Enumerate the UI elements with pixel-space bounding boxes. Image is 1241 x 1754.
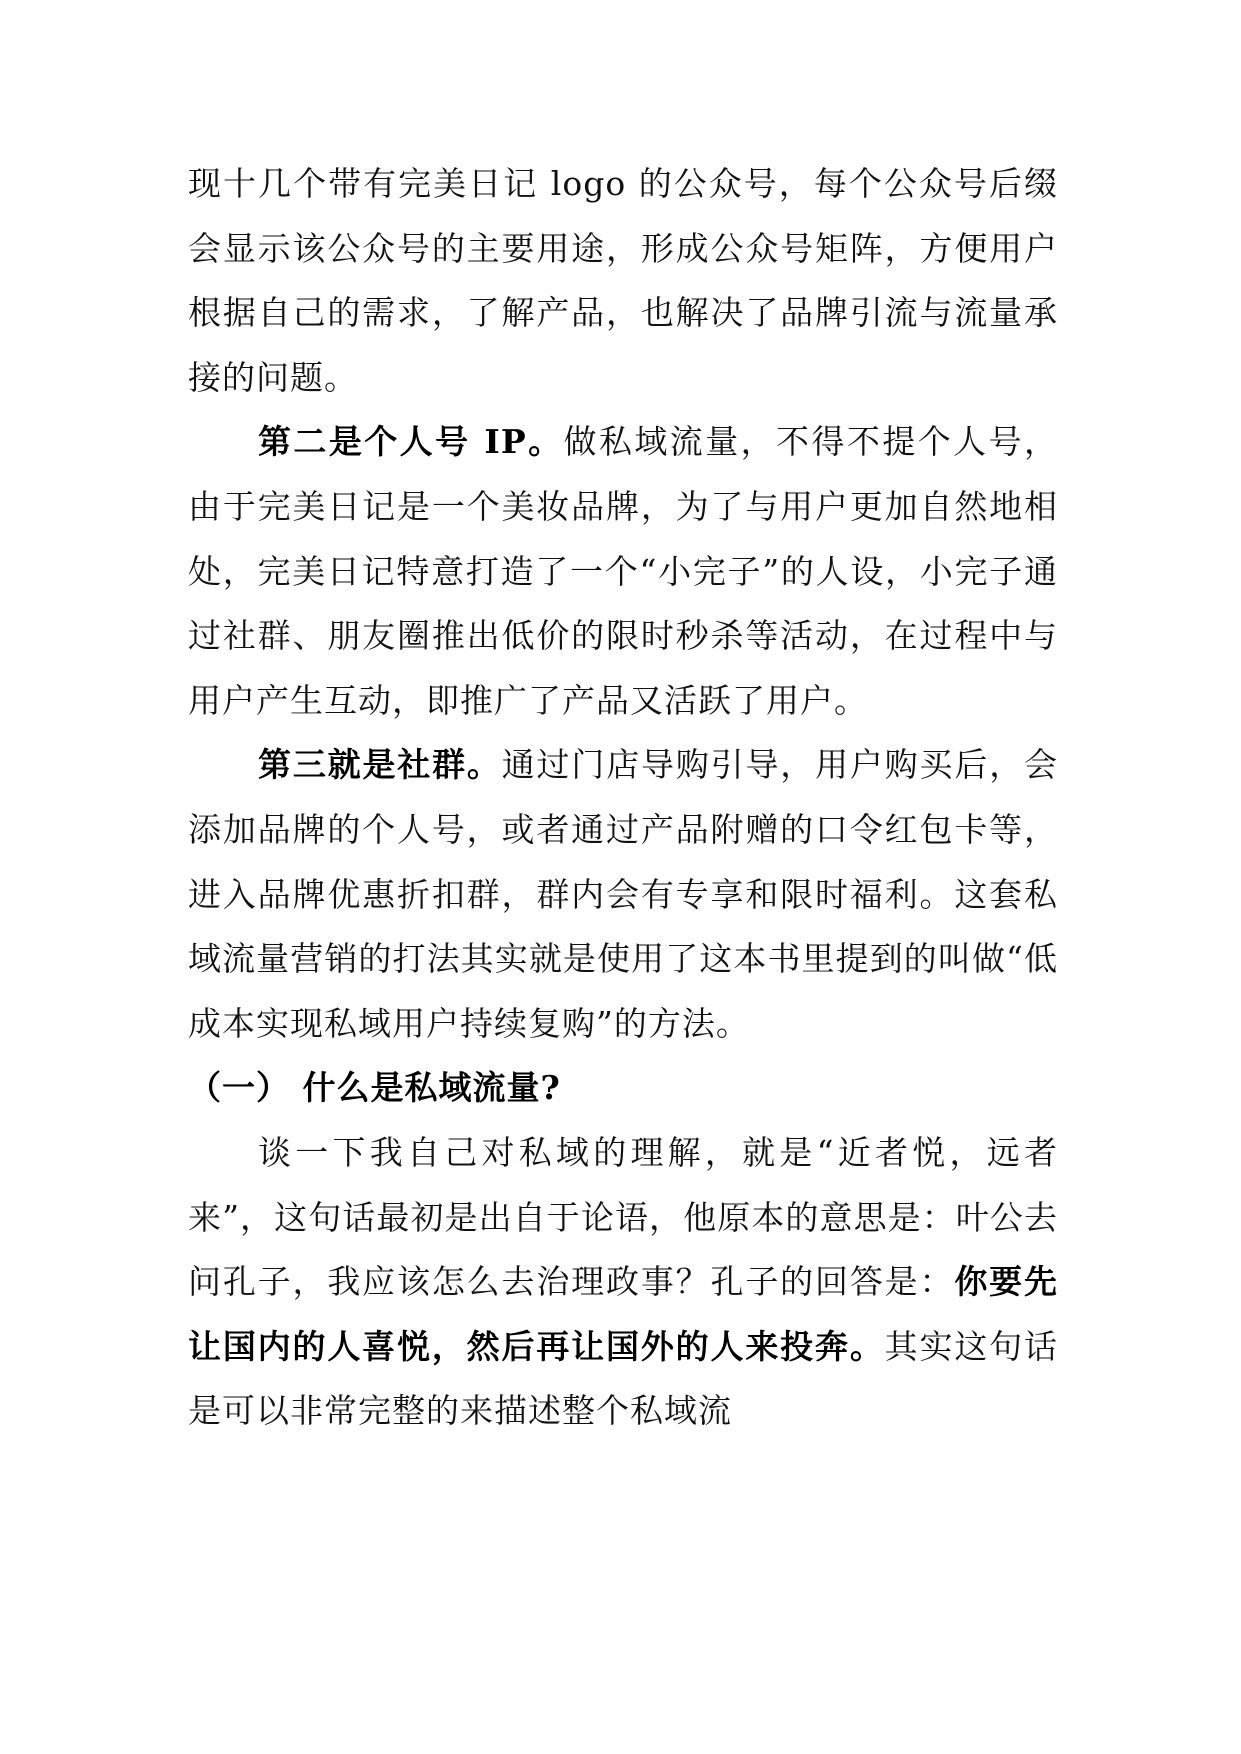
paragraph-emphasis: 你要先让国内的人喜悦，然后再让国外的人来投奔。 [188,1262,1059,1366]
paragraph-lead: 第二是个人号 IP。 [258,422,564,462]
paragraph-understanding [188,1121,1058,1444]
paragraph-community [188,733,1058,1056]
paragraph-text: 做私域流量，不得不提个人号，由于完美日记是一个美妆品牌，为了与用户更加自然地相处，完美日记特意打造了一个“小完子”的人设，小完子通过社群、朋友圈推出低价的限时秒杀等活动，在过程中与用户产生互动，即推广了产品又活跃了用户。 [188,422,1058,720]
paragraph-lead: 第三就是社群。 [258,745,502,785]
body-text [188,152,1058,1444]
section-heading: （一） 什么是私域流量? [188,1068,561,1108]
paragraph-text: 谈一下我自己对私域的理解，就是“近者悦，远者来”，这句话最初是出自于论语，他原本的意思是：叶公去问孔子，我应该怎么去治理政事？孔子的回答是： [188,1132,1058,1302]
paragraph-text: 现十几个带有完美日记 logo 的公众号，每个公众号后缀会显示该公众号的主要用途，形成公众号矩阵，方便用户根据自己的需求，了解产品，也解决了品牌引流与流量承接的问题。 [188,164,1058,397]
paragraph-text: 其实这句话是可以非常完整的来描述整个私域流 [188,1326,1059,1431]
paragraph-text: 通过门店导购引导，用户购买后，会添加品牌的个人号，或者通过产品附赠的口令红包卡等，进入品牌优惠折扣群，群内会有专享和限时福利。这套私域流量营销的打法其实就是使用了这本书里提到的叫做“低成本实现私域用户持续复购”的方法。 [188,745,1059,1043]
paragraph-wechat-matrix [188,152,1058,410]
paragraph-personal-ip [188,410,1058,733]
